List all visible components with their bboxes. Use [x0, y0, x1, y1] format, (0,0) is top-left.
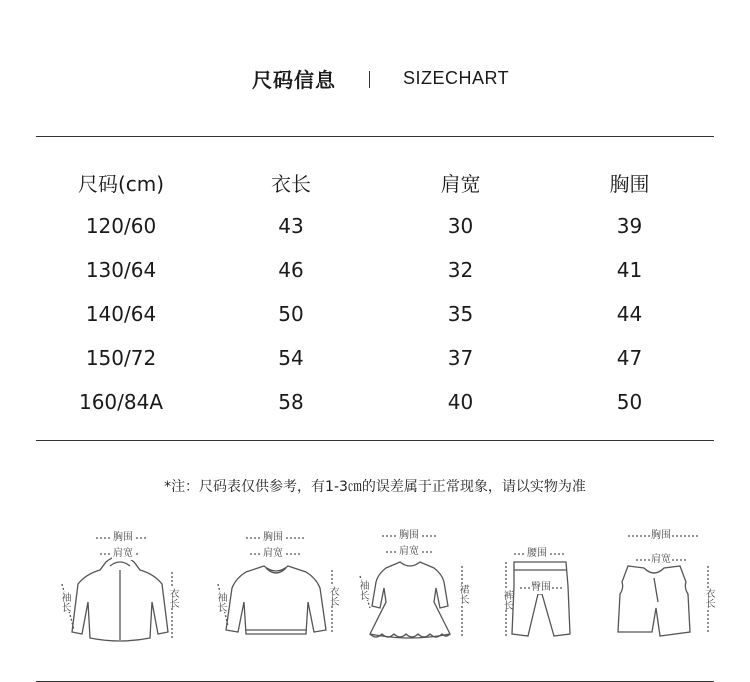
header-size: 尺码(cm) — [77, 171, 165, 196]
label-length: 裤长 — [501, 590, 512, 610]
label-shoulder: 肩宽 — [113, 548, 133, 559]
cell-size: 160/84A — [78, 390, 164, 414]
cell-size: 150/72 — [85, 346, 157, 370]
label-waist: 腰围 — [527, 548, 547, 559]
label-length: 裙长 — [457, 584, 468, 604]
table-row — [36, 292, 714, 336]
label-chest: 胸围 — [399, 530, 419, 541]
label-hip: 臀围 — [531, 582, 551, 593]
jacket-diagram — [44, 522, 178, 652]
size-table — [36, 160, 714, 424]
cell-chest: 44 — [616, 302, 643, 326]
cell-chest: 50 — [616, 390, 643, 414]
sweatshirt-diagram — [206, 522, 336, 652]
title-en: SIZECHART — [403, 68, 510, 88]
cell-size: 130/64 — [85, 258, 157, 282]
table-header-row — [36, 160, 714, 204]
header-shoulder: 肩宽 — [440, 171, 481, 196]
cell-length: 43 — [278, 214, 304, 238]
cell-length: 54 — [278, 346, 304, 370]
title-divider — [369, 71, 370, 88]
hooded-jacket-icon — [44, 522, 174, 652]
table-row — [36, 248, 714, 292]
label-length: 衣长 — [703, 588, 714, 608]
cell-chest: 47 — [616, 346, 643, 370]
cell-length: 50 — [278, 302, 304, 326]
middle-divider — [36, 440, 714, 441]
label-sleeve: 袖长 — [59, 592, 70, 612]
label-sleeve: 袖长 — [357, 580, 368, 600]
cell-chest: 41 — [616, 258, 643, 282]
cell-shoulder: 30 — [447, 214, 474, 238]
label-shoulder: 肩宽 — [263, 548, 283, 559]
label-chest: 胸围 — [113, 532, 133, 543]
table-row — [36, 380, 714, 424]
label-shoulder: 肩宽 — [399, 546, 419, 557]
header-chest: 胸围 — [609, 171, 650, 196]
vest-diagram — [592, 522, 714, 652]
table-row — [36, 336, 714, 380]
cell-length: 46 — [278, 258, 304, 282]
label-chest: 胸围 — [263, 532, 283, 543]
size-note: *注：尺码表仅供参考，有1-3㎝的误差属于正常现象，请以实物为准 — [164, 479, 586, 495]
cell-shoulder: 32 — [447, 258, 474, 282]
cell-shoulder: 40 — [447, 390, 474, 414]
cell-shoulder: 35 — [447, 302, 474, 326]
label-chest: 胸围 — [651, 530, 671, 541]
cell-size: 120/60 — [85, 214, 157, 238]
pants-diagram — [484, 522, 584, 652]
dress-diagram — [348, 522, 468, 652]
garment-diagrams — [36, 522, 714, 652]
label-length: 衣长 — [327, 586, 338, 606]
header-length: 衣长 — [271, 171, 311, 196]
page-header — [0, 62, 750, 98]
label-length: 衣长 — [167, 588, 178, 608]
label-shoulder: 肩宽 — [651, 554, 671, 565]
cell-shoulder: 37 — [447, 346, 474, 370]
table-row — [36, 204, 714, 248]
top-divider — [36, 136, 714, 137]
label-sleeve: 袖长 — [215, 592, 226, 612]
cell-chest: 39 — [616, 214, 643, 238]
cell-size: 140/64 — [85, 302, 157, 326]
title-cn: 尺码信息 — [252, 68, 336, 92]
cell-length: 58 — [278, 390, 304, 414]
